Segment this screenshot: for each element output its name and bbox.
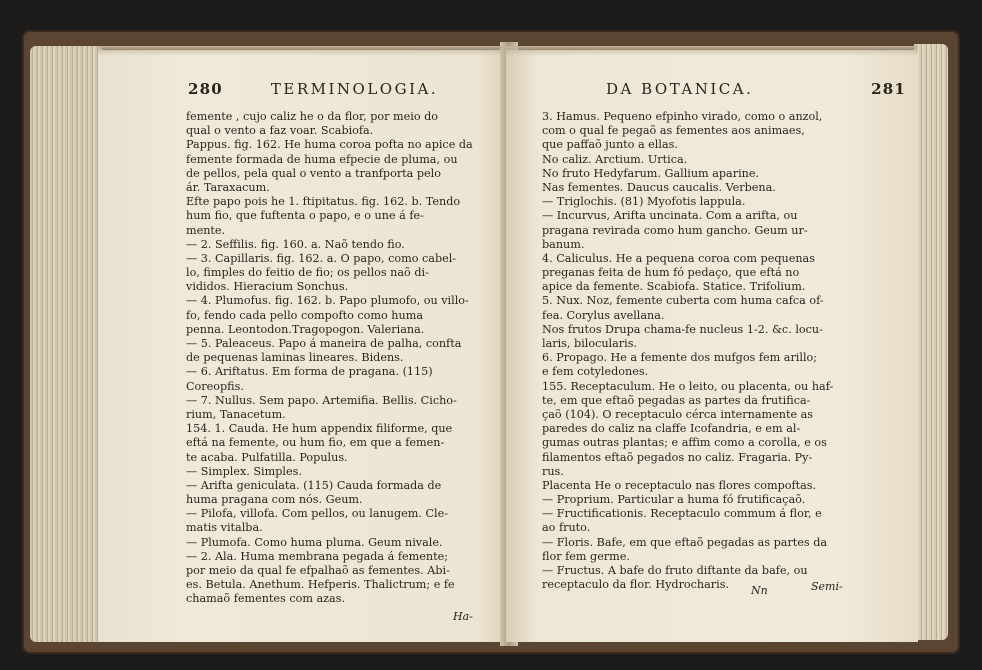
text-line: 3. Hamus. Pequeno efpinho virado, como o anzol, bbox=[542, 110, 823, 123]
running-title: DA BOTANICA. bbox=[606, 80, 754, 98]
right-page-text bbox=[542, 110, 842, 592]
text-line: Coreopfis. bbox=[186, 379, 244, 393]
text-line: que paffaõ junto a ellas. bbox=[542, 138, 678, 152]
text-line: Nos frutos Drupa chama-fe nucleus 1-2. &c. locu- bbox=[542, 322, 823, 336]
text-line: — 5. Paleaceus. Papo á maneira de palha, confta bbox=[186, 337, 462, 350]
catchword: Semi- bbox=[811, 580, 843, 593]
text-line: hum fio, que fuftenta o papo, e o une á fe- bbox=[186, 209, 424, 223]
text-line: — Simplex. Simples. bbox=[186, 464, 302, 478]
text-line: lo, fimples do feitio de fio; os pellos naõ di- bbox=[186, 266, 429, 280]
text-line: No caliz. Arctium. Urtica. bbox=[542, 152, 688, 166]
text-line: ár. Taraxacum. bbox=[186, 180, 270, 194]
text-line: — 4. Plumofus. fig. 162. b. Papo plumofo, ou villo- bbox=[186, 294, 469, 308]
text-line: 155. Receptaculum. He o leito, ou placenta, ou haf- bbox=[542, 379, 834, 393]
text-line: huma pragana com nós. Geum. bbox=[186, 493, 363, 507]
text-line: 4. Caliculus. He a pequena coroa com pequenas bbox=[542, 251, 815, 265]
text-line: fea. Corylus avellana. bbox=[542, 308, 665, 322]
text-line: — Floris. Bafe, em que eftaõ pegadas as partes da bbox=[542, 535, 828, 549]
page-number: 280 bbox=[188, 80, 223, 98]
text-line: flor fem germe. bbox=[542, 549, 630, 563]
running-title: TERMINOLOGIA. bbox=[270, 80, 439, 98]
text-line: — Plumofa. Como huma pluma. Geum nivale. bbox=[186, 535, 443, 549]
text-line: e fem cotyledones. bbox=[542, 365, 649, 379]
text-line: 6. Propago. He a femente dos mufgos fem arillo; bbox=[542, 351, 818, 365]
text-line: No fruto Hedyfarum. Gallium aparine. bbox=[542, 166, 760, 180]
text-line: çaõ (104). O receptaculo cérca internamente as bbox=[542, 407, 814, 421]
text-line: mente. bbox=[186, 223, 226, 237]
left-page-header bbox=[188, 80, 488, 98]
text-line: de pellos, pela qual o vento a tranfporta pelo bbox=[186, 166, 441, 180]
text-line: — Triglochis. (81) Myofotis lappula. bbox=[542, 195, 746, 209]
text-line: banum. bbox=[542, 237, 585, 251]
text-line: de pequenas laminas lineares. Bidens. bbox=[186, 351, 404, 365]
text-line: — 2. Seffilis. fig. 160. a. Naõ tendo fio. bbox=[186, 237, 405, 251]
text-line: matis vitalba. bbox=[186, 521, 263, 535]
text-line: femente , cujo caliz he o da flor, por meio do bbox=[186, 110, 439, 123]
text-line: por meio da qual fe efpalhaõ as fementes. Abi- bbox=[186, 564, 450, 577]
text-line: — Fructificationis. Receptaculo commum á flor, e bbox=[542, 507, 822, 521]
page-top-shadow bbox=[98, 46, 918, 56]
text-line: apice da femente. Scabiofa. Statice. Trifolium. bbox=[542, 280, 806, 294]
text-line: femente formada de huma efpecie de pluma, ou bbox=[186, 152, 458, 166]
text-line: qual o vento a faz voar. Scabiofa. bbox=[186, 124, 374, 138]
text-line: com o qual fe pegaõ as fementes aos animaes, bbox=[542, 124, 805, 138]
text-line: ao fruto. bbox=[542, 521, 591, 535]
text-line: filamentos eftaõ pegados no caliz. Fragaria. Py- bbox=[542, 450, 813, 464]
text-line: 154. 1. Cauda. He hum appendix filiforme, que bbox=[186, 422, 453, 436]
text-line: penna. Leontodon.Tragopogon. Valeriana. bbox=[186, 322, 425, 336]
right-page bbox=[506, 50, 918, 642]
catchword: Ha- bbox=[453, 610, 473, 623]
text-line: rus. bbox=[542, 464, 564, 478]
signature-mark: Nn bbox=[751, 584, 768, 597]
text-line: preganas feita de hum fó pedaço, que eftá no bbox=[542, 266, 800, 280]
text-line: — 6. Ariftatus. Em forma de pragana. (115) bbox=[186, 365, 433, 379]
text-line: pragana revirada como hum gancho. Geum ur- bbox=[542, 223, 808, 237]
text-line: chamaõ fementes com azas. bbox=[186, 592, 346, 606]
left-page-text bbox=[186, 110, 486, 607]
text-line: laris, bilocularis. bbox=[542, 337, 638, 350]
text-line: es. Betula. Anethum. Hefperis. Thalictrum; e fe bbox=[186, 578, 455, 592]
text-line: — Fructus. A bafe do fruto diftante da bafe, ou bbox=[542, 564, 808, 577]
left-page bbox=[98, 50, 510, 642]
text-line: rium, Tanacetum. bbox=[186, 407, 286, 421]
text-line: — 3. Capillaris. fig. 162. a. O papo, como cabel- bbox=[186, 251, 457, 265]
text-line: — Arifta geniculata. (115) Cauda formada de bbox=[186, 478, 442, 492]
text-line: 5. Nux. Noz, femente cuberta com huma cafca of- bbox=[542, 294, 824, 308]
text-line: vididos. Hieracium Sonchus. bbox=[186, 280, 349, 294]
page-edges-right bbox=[914, 44, 948, 640]
text-line: te, em que eftaõ pegadas as partes da frutifica- bbox=[542, 393, 811, 407]
page-number: 281 bbox=[871, 80, 906, 98]
text-line: — 7. Nullus. Sem papo. Artemifia. Bellis. Cicho- bbox=[186, 393, 457, 407]
text-line: Pappus. fig. 162. He huma coroa pofta no apice da bbox=[186, 138, 473, 152]
page-edges-left bbox=[30, 46, 102, 642]
text-line: Placenta He o receptaculo nas flores compoftas. bbox=[542, 478, 817, 492]
text-line: fo, fendo cada pello compofto como huma bbox=[186, 308, 423, 322]
text-line: eftá na femente, ou hum fio, em que a femen- bbox=[186, 436, 445, 450]
text-line: — Incurvus, Arifta uncinata. Com a arifta, ou bbox=[542, 209, 798, 223]
text-line: paredes do caliz na claffe Icofandria, e em al- bbox=[542, 422, 801, 436]
text-line: gumas outras plantas; e affim como a corolla, e os bbox=[542, 436, 827, 450]
text-line: receptaculo da flor. Hydrocharis. bbox=[542, 578, 730, 592]
text-line: — 2. Ala. Huma membrana pegada á femente; bbox=[186, 549, 448, 563]
right-page-header bbox=[606, 80, 906, 98]
text-line: — Proprium. Particular a huma fó frutificaçaõ. bbox=[542, 493, 806, 507]
text-line: Efte papo pois he 1. ftipitatus. fig. 162. b. Tendo bbox=[186, 195, 461, 209]
text-line: Nas fementes. Daucus caucalis. Verbena. bbox=[542, 180, 776, 194]
text-line: — Pilofa, villofa. Com pellos, ou lanugem. Cle- bbox=[186, 507, 448, 521]
text-line: te acaba. Pulfatilla. Populus. bbox=[186, 450, 348, 464]
